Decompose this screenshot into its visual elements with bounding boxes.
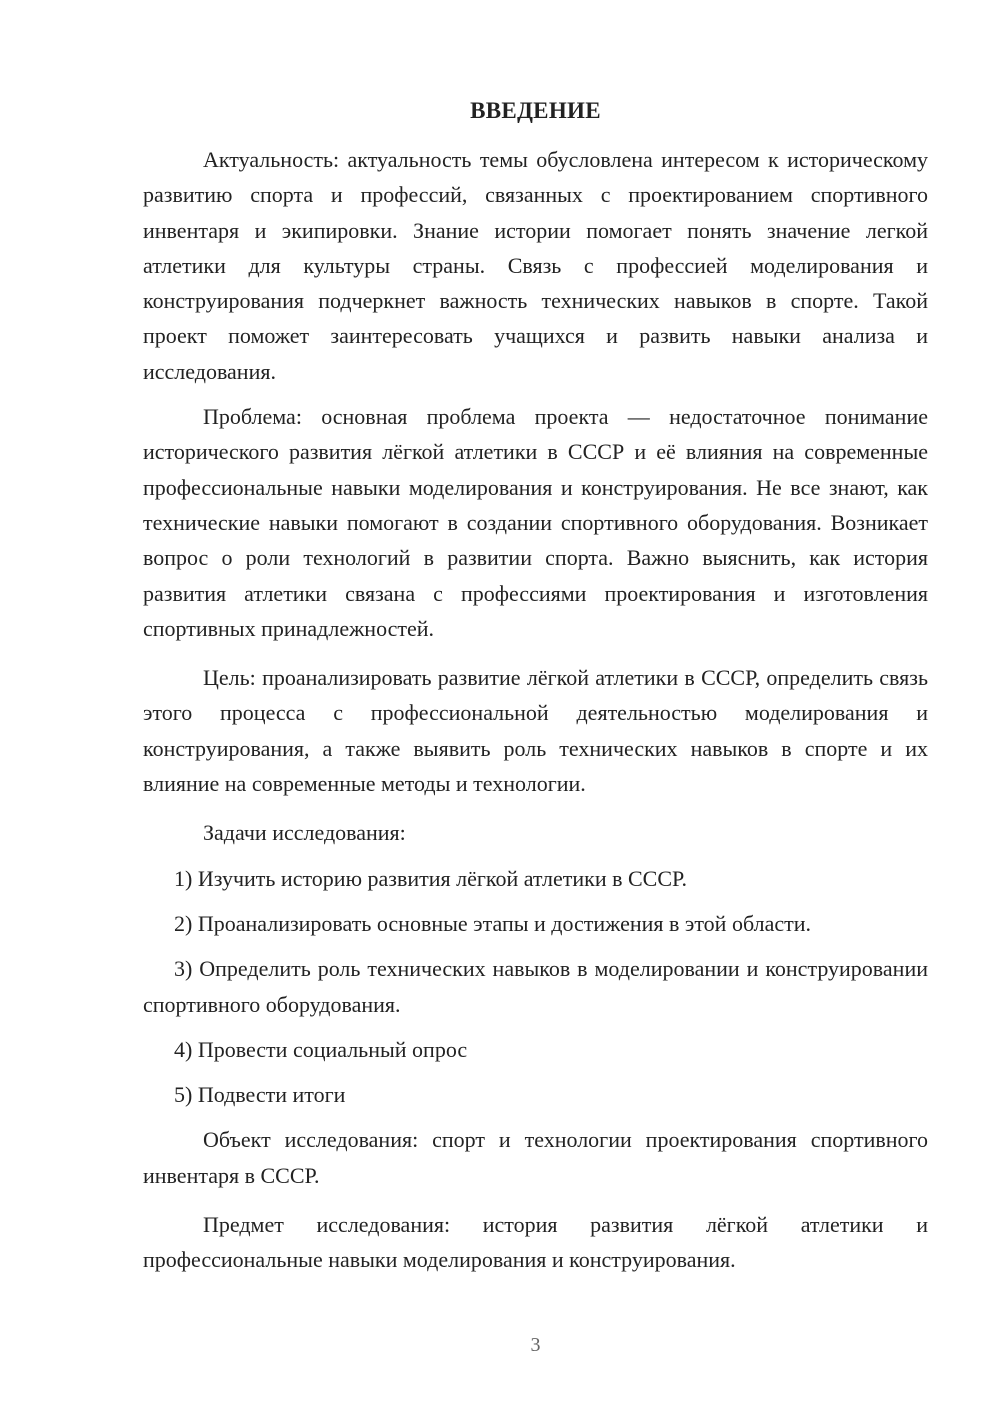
task-item-2: 2) Проанализировать основные этапы и достижения в этой области.: [174, 910, 811, 936]
goal-paragraph: Цель: проанализировать развитие лёгкой атлетики в СССР, определить связь этого процесса с профессиональной деятельностью моделирования и конструирования, а также выявить роль технических навыков в спорте и их влияние на современные методы и технологии.: [143, 665, 928, 797]
problem-paragraph: Проблема: основная проблема проекта — недостаточное понимание исторического развития лёгкой атлетики в СССР и её влияния на современные профессиональные навыки моделирования и конструирования. Не все знают, как технические навыки помогают в создании спортивного оборудования. Возникает вопрос о роли технологий в развитии спорта. Важно выяснить, как история развития атлетики связана с профессиями проектирования и изготовления спортивных принадлежностей.: [143, 404, 928, 641]
relevance-paragraph: Актуальность: актуальность темы обусловлена интересом к историческому развитию спорта и профессий, связанных с проектированием спортивного инвентаря и экипировки. Знание истории помогает понять значение легкой атлетики для культуры страны. Связь с профессией моделирования и конструирования подчеркнет важность технических навыков в спорте. Такой проект поможет заинтересовать учащихся и развить навыки анализа и исследования.: [143, 147, 928, 384]
tasks-heading: Задачи исследования:: [203, 820, 406, 846]
page-title: ВВЕДЕНИЕ: [470, 98, 601, 123]
object-paragraph: Объект исследования: спорт и технологии проектирования спортивного инвентаря в СССР.: [143, 1127, 928, 1188]
task-item-1: 1) Изучить историю развития лёгкой атлетики в СССР.: [174, 865, 687, 891]
subject-paragraph: Предмет исследования: история развития лёгкой атлетики и профессиональные навыки моделирования и конструирования.: [143, 1212, 928, 1273]
page-body: [143, 142, 928, 1278]
task-item-5: 5) Подвести итоги: [174, 1082, 346, 1108]
task-item-3: 3) Определить роль технических навыков в моделировании и конструировании спортивного оборудования.: [143, 956, 928, 1017]
page-number: 3: [530, 1334, 541, 1356]
task-item-4: 4) Провести социальный опрос: [174, 1036, 468, 1062]
